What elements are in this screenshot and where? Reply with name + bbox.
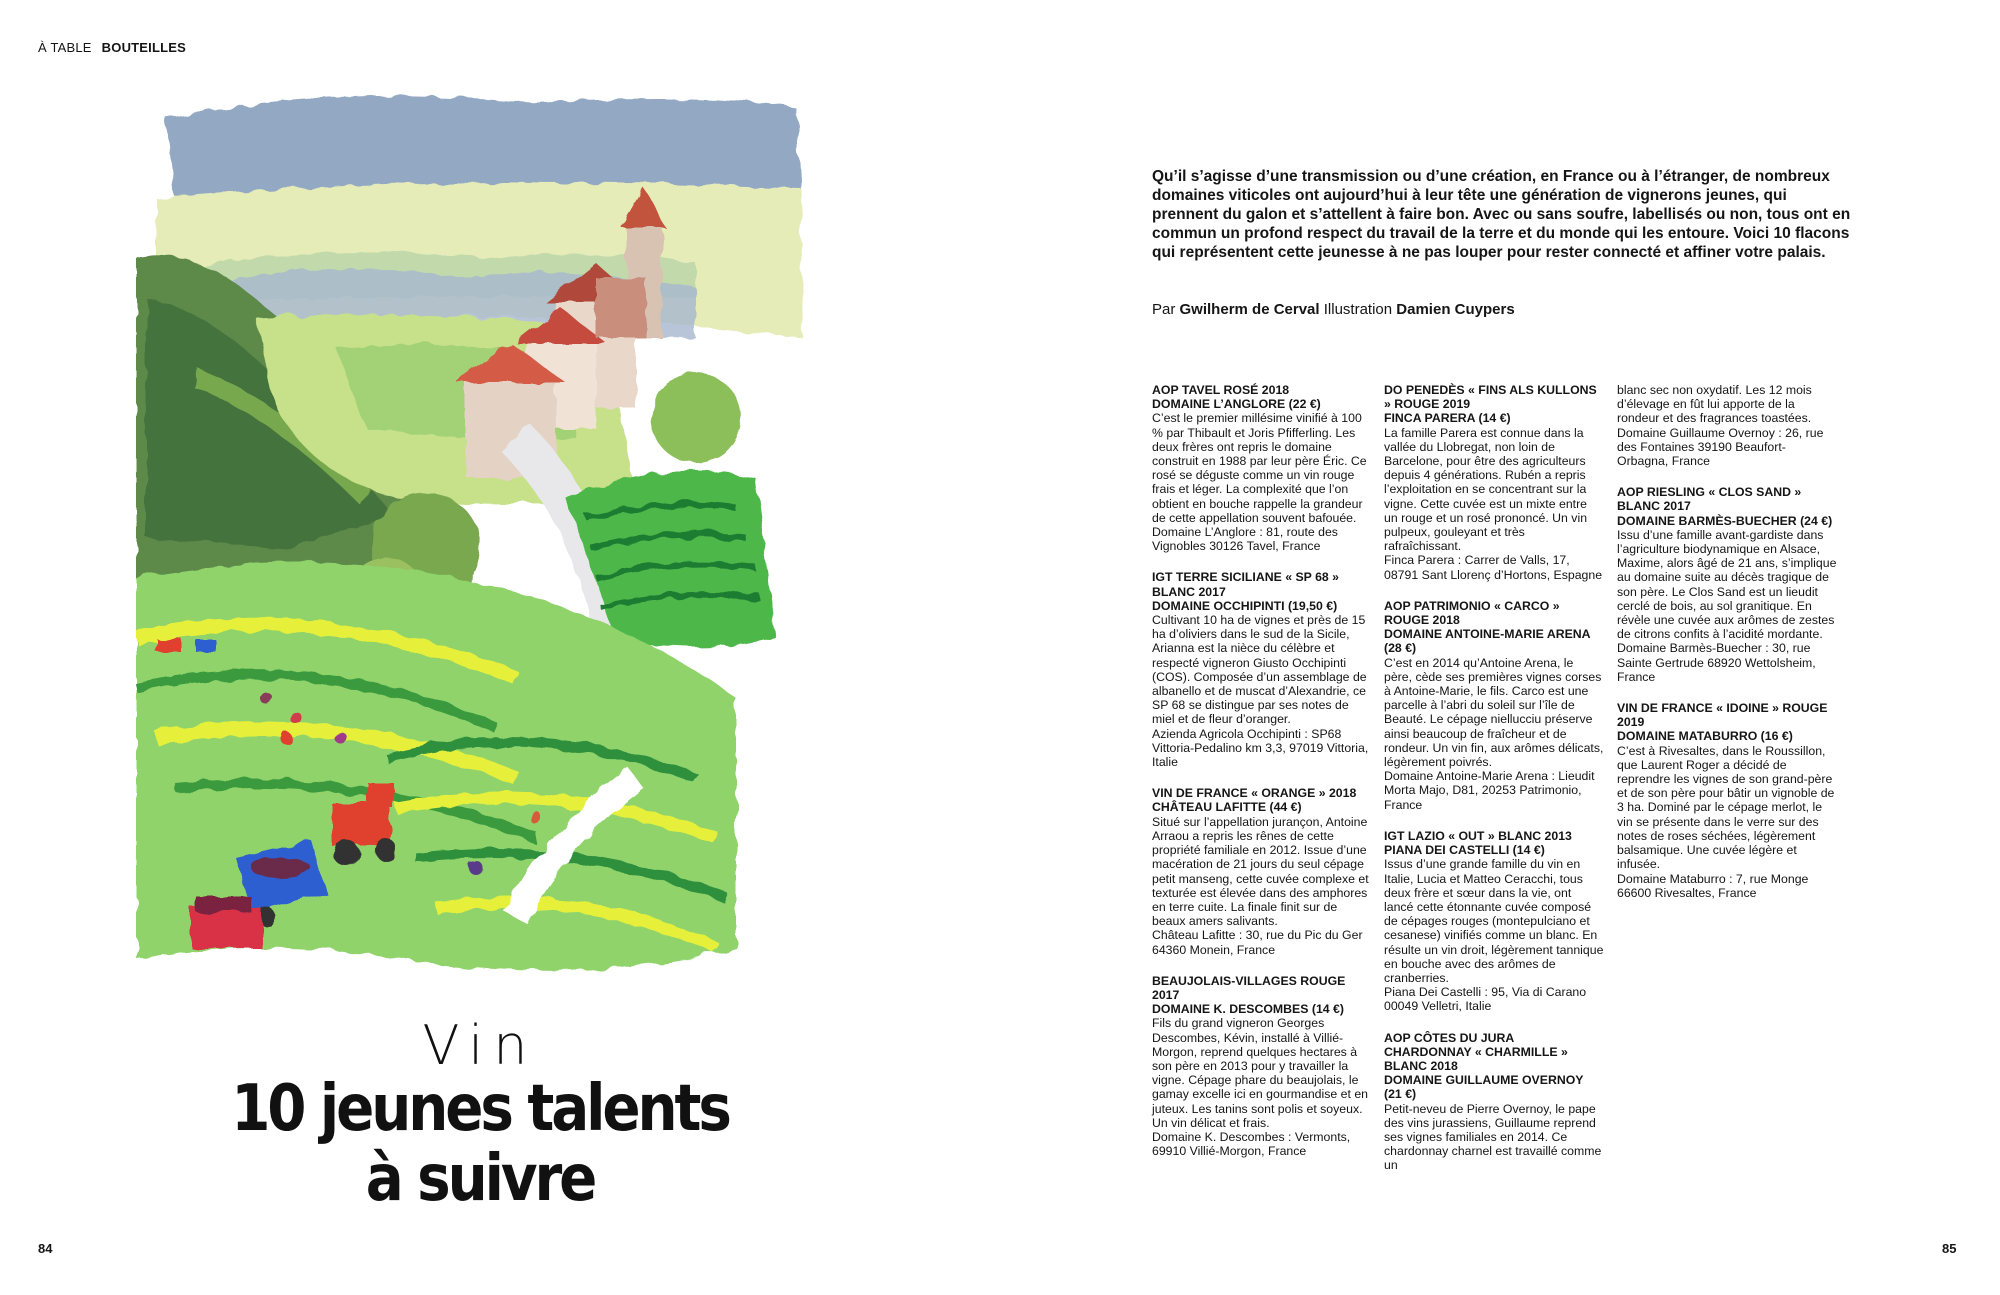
wine-appellation: IGT LAZIO « OUT » BLANC 2013 xyxy=(1384,828,1572,843)
wine-entry xyxy=(1152,786,1372,956)
section-header xyxy=(38,40,186,55)
byline-par: Par xyxy=(1152,301,1176,318)
wine-description: Cultivant 10 ha de vignes et près de 15 ha d’oliviers dans le sud de la Sicile, Arianna est la nièce du célèbre et respecté vigneron Giusto Occhipinti (COS). Composée d’un assemblage de albanello et de muscat d’Alexandrie, ce SP 68 se distingue par ses notes de miel et de fleur d’oranger. xyxy=(1152,613,1367,727)
byline-illustrator: Damien Cuypers xyxy=(1396,301,1515,318)
title-line-1: 10 jeunes talents xyxy=(231,1072,729,1146)
vineyard-village-illustration xyxy=(136,78,814,1028)
wine-description: C’est le premier millésime vinifié à 100 % par Thibault et Joris Pfifferling. Les deux frères ont repris le domaine construit en 1988 par leur père Éric. Ce rosé se déguste comme un vin rouge frais et léger. La complexité que l’on obtient en bouche rappelle la grandeur de cette appellation souvent bafouée. xyxy=(1152,411,1367,525)
wine-address: Domaine K. Descombes : Vermonts, 69910 Villié-Morgon, France xyxy=(1152,1129,1351,1159)
wine-domaine: FINCA PARERA (14 €) xyxy=(1384,411,1511,426)
wine-appellation: BEAUJOLAIS-VILLAGES ROUGE 2017 xyxy=(1152,973,1346,1002)
wine-appellation: VIN DE FRANCE « IDOINE » ROUGE 2019 xyxy=(1617,701,1828,730)
wine-domaine: CHÂTEAU LAFITTE (44 €) xyxy=(1152,800,1302,815)
text-column-3 xyxy=(1617,383,1837,917)
wine-address: Domaine Antoine-Marie Arena : Lieudit Morta Majo, D81, 20253 Patrimonio, France xyxy=(1384,769,1595,812)
wine-domaine: DOMAINE OCCHIPINTI (19,50 €) xyxy=(1152,598,1338,613)
wine-appellation: VIN DE FRANCE « ORANGE » 2018 xyxy=(1152,786,1357,801)
wine-domaine: DOMAINE K. DESCOMBES (14 €) xyxy=(1152,1002,1344,1017)
section-label: À TABLE xyxy=(38,40,92,55)
wine-entry xyxy=(1617,485,1837,684)
wine-entry xyxy=(1152,570,1372,769)
wine-description: Fils du grand vigneron Georges Descombes, Kévin, installé à Villié-Morgon, reprend quelques hectares à son père en 2013 pour y travailler la vigne. Cépage phare du beaujolais, le gamay excelle ici en gourmandise et en juteux. Les tanins sont polis et soyeux. Un vin délicat et frais. xyxy=(1152,1016,1369,1130)
wine-entry xyxy=(1152,383,1372,553)
intro-paragraph: Qu’il s’agisse d’une transmission ou d’une création, en France ou à l’étranger, de nombreux domaines viticoles ont aujourd’hui à leur tête une génération de vignerons jeunes, qui prennent du galon et s’attellent à faire bon. Avec ou sans soufre, labellisés ou non, tous ont en commun un profond respect du travail de la terre et du monde qui les entoure. Voici 10 flacons qui représentent cette jeunesse à ne pas louper pour rester connecté et affiner votre palais. xyxy=(1152,168,1851,261)
wine-address: Château Lafitte : 30, rue du Pic du Ger 64360 Monein, France xyxy=(1152,928,1363,957)
wine-entry xyxy=(1384,383,1604,582)
wine-entry xyxy=(1152,974,1372,1159)
wine-description: C’est en 2014 qu’Antoine Arena, le père, cède ses premières vignes corses à Antoine-Marie, le fils. Carco est une parcelle à l’abri du soleil sur l’île de Beauté. Le cépage niellucciu préserve ainsi beaucoup de fraîcheur et de rondeur. Un vin fin, aux arômes délicats, légèrement poivrés. xyxy=(1384,655,1604,770)
wine-description: La famille Parera est connue dans la vallée du Llobregat, non loin de Barcelone, pour être des agriculteurs depuis 4 générations. Rubén a repris l’exploitation en se concentrant sur la vigne. Cette cuvée est un mixte entre un rouge et un rosé prononcé. Un vin pulpeux, gouleyant et très rafraîchissant. xyxy=(1384,425,1588,554)
wine-appellation: AOP CÔTES DU JURA CHARDONNAY « CHARMILLE » BLANC 2018 xyxy=(1384,1030,1568,1073)
wine-domaine: PIANA DEI CASTELLI (14 €) xyxy=(1384,843,1545,858)
wine-domaine: DOMAINE ANTOINE-MARIE ARENA (28 €) xyxy=(1384,627,1591,656)
wine-description: Issus d’une grande famille du vin en Italie, Lucia et Matteo Ceracchi, tous deux frère et sœur dans la vie, ont lancé cette étonnante cuvée composé de cépages rouges (montepulciano et cesanese) vinifiés comme un blanc. En résulte un vin droit, légèrement tannique en bouche avec des arômes de cranberries. xyxy=(1384,857,1604,985)
page-number-left: 84 xyxy=(38,1241,53,1256)
text-column-1 xyxy=(1152,383,1372,1175)
wine-appellation: AOP TAVEL ROSÉ 2018 xyxy=(1152,383,1290,397)
text-column-2 xyxy=(1384,383,1604,1190)
wine-entry xyxy=(1617,701,1837,900)
wine-description: Issu d’une famille avant-gardiste dans l’agriculture biodynamique en Alsace, Maxime, alors âgé de 21 ans, s’implique au domaine suite au décès tragique de son père. Le Clos Sand est un lieudit cerclé de bois, au sol granitique. En révèle une cuvée aux arômes de zestes de citrons confits à l’acidité mordante. xyxy=(1617,527,1837,642)
title-kicker: Vin xyxy=(422,1014,538,1077)
article-title xyxy=(180,1014,780,1216)
wine-appellation: IGT TERRE SICILIANE « SP 68 » BLANC 2017 xyxy=(1152,570,1340,599)
wine-description: C’est à Rivesaltes, dans le Roussillon, que Laurent Roger a décidé de reprendre les vignes de son grand-père et de son père pour bâtir un vignoble de 3 ha. Dominé par le cépage merlot, le vin se présente dans le verre sur des notes de roses séchées, légèrement balsamique. Une cuvée légère et infusée. xyxy=(1617,743,1835,872)
wine-address: Domaine Barmès-Buecher : 30, rue Sainte Gertrude 68920 Wettolsheim, France xyxy=(1617,641,1816,684)
wine-domaine: DOMAINE MATABURRO (16 €) xyxy=(1617,729,1793,744)
wine-domaine: DOMAINE BARMÈS-BUECHER (24 €) xyxy=(1617,513,1833,528)
title-line-2: à suivre xyxy=(365,1142,595,1216)
wine-entry xyxy=(1384,599,1604,812)
wine-address: Domaine L’Anglore : 81, route des Vignobles 30126 Tavel, France xyxy=(1152,525,1338,554)
wine-address: Domaine Mataburro : 7, rue Monge 66600 Rivesaltes, France xyxy=(1617,871,1809,900)
wine-address: Piana Dei Castelli : 95, Via di Carano 00049 Velletri, Italie xyxy=(1384,985,1587,1014)
wine-description: Petit-neveu de Pierre Overnoy, le pape des vins jurassiens, Guillaume reprend ses vignes familiales en 2014. Ce chardonnay charnel est travaillé comme un xyxy=(1384,1101,1602,1173)
wine-entry xyxy=(1384,1031,1604,1173)
wine-description: blanc sec non oxydatif. Les 12 mois d’élevage en fût lui apporte de la rondeur et des fragrances toastées. xyxy=(1617,383,1812,426)
wine-description: Situé sur l’appellation jurançon, Antoine Arraou a repris les rênes de cette propriété familiale en 2012. Issue d’une macération de 21 jours du seul cépage petit manseng, cette cuvée complexe et texturée est élevée dans des amphores en terre cuite. La finale finit sur de beaux amers salivants. xyxy=(1152,814,1369,929)
wine-appellation: AOP PATRIMONIO « CARCO » ROUGE 2018 xyxy=(1384,598,1560,628)
wine-entry xyxy=(1384,829,1604,1014)
wine-appellation: AOP RIESLING « CLOS SAND » BLANC 2017 xyxy=(1617,485,1802,514)
wine-domaine: DOMAINE GUILLAUME OVERNOY (21 €) xyxy=(1384,1073,1584,1102)
byline xyxy=(1152,301,1515,318)
wine-address: Domaine Guillaume Overnoy : 26, rue des Fontaines 39190 Beaufort-Orbagna, France xyxy=(1617,425,1824,469)
wine-address: Finca Parera : Carrer de Valls, 17, 08791 Sant Llorenç d’Hortons, Espagne xyxy=(1384,553,1603,582)
wine-address: Azienda Agricola Occhipinti : SP68 Vittoria-Pedalino km 3,3, 97019 Vittoria, Italie xyxy=(1152,726,1369,770)
page-number-right: 85 xyxy=(1942,1241,1957,1256)
subsection-label: BOUTEILLES xyxy=(101,40,187,55)
byline-author: Gwilherm de Cerval xyxy=(1179,301,1320,318)
wine-domaine: DOMAINE L’ANGLORE (22 €) xyxy=(1152,397,1321,412)
wine-entry-continued xyxy=(1617,383,1837,468)
wine-appellation: DO PENEDÈS « FINS ALS KULLONS » ROUGE 2019 xyxy=(1384,383,1597,412)
byline-illustration-label: Illustration xyxy=(1323,301,1393,318)
